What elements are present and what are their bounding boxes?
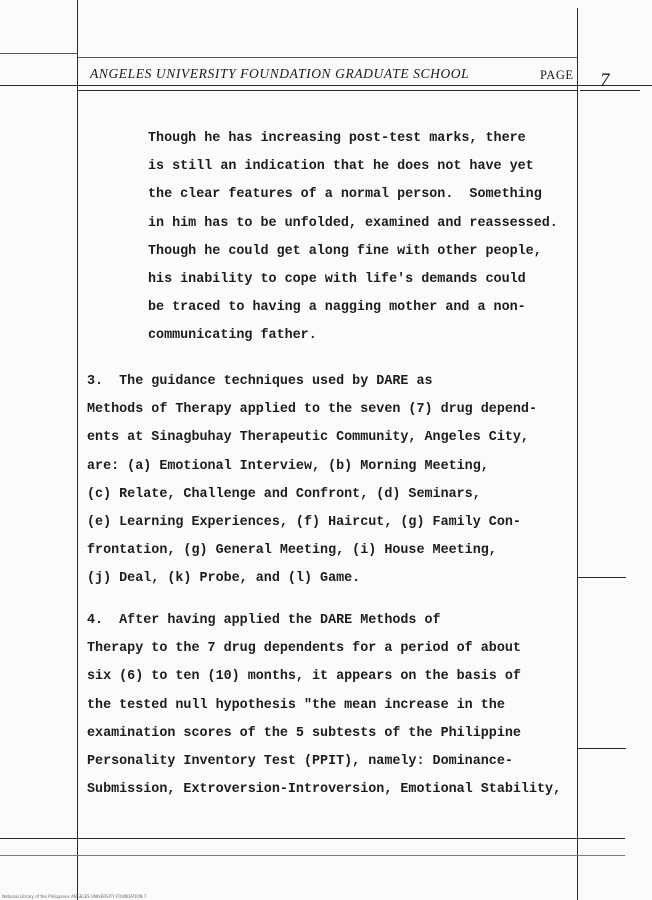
paragraph-case-summary: Though he has increasing post-test marks, there is still an indication that he does not have yet the clear features of a normal person. Something in him has to be unfolded, examined and reassessed. Though he could get along fine with other people, his inability to cope with life's demands could be traced to having a nagging mother and a non- communicating father. <box>148 131 558 344</box>
right-margin-line <box>577 8 578 900</box>
header-bottom-line-dark <box>78 90 578 91</box>
page-number-box-right-line <box>580 90 640 91</box>
header-bottom-line <box>0 85 652 86</box>
header-top-line <box>0 53 78 54</box>
footer-line-top <box>0 838 625 839</box>
page-label: PAGE <box>540 68 574 82</box>
paragraph-finding-3: 3. The guidance techniques used by DARE as Methods of Therapy applied to the seven (7) drug depend- ents at Sinagbuhay Therapeutic Community, Angeles City, are: (a) Emotional Interview, (b) Morning Meeting, (c) Relate, Challenge and Confront, (d) Seminars, (e) Learning Experiences, (f) Haircut, (g) Family Con- frontation, (g) General Meeting, (i) House Meeting, (j) Deal, (k) Probe, and (l) Game. <box>87 374 537 587</box>
left-margin-line <box>77 0 78 900</box>
right-margin-tick-2 <box>578 748 626 749</box>
paragraph-finding-4: 4. After having applied the DARE Methods of Therapy to the 7 drug dependents for a period of about six (6) to ten (10) months, it appears on the basis of the tested null hypothesis "the mean increase in the examination scores of the 5 subtests of the Philippine Personality Inventory Test (PPIT), namely: Dominance- Submission, Extroversion-Introversion, Emotional Stability, <box>87 613 562 798</box>
footer-line-bottom <box>0 855 625 856</box>
right-margin-tick-1 <box>578 577 626 578</box>
page-number: 7 <box>600 70 610 91</box>
footer-credit: National Library of the Philippines ANGELES UNIVERSITY FOUNDATION 7 <box>2 894 147 899</box>
university-header-title: ANGELES UNIVERSITY FOUNDATION GRADUATE SCHOOL <box>90 66 470 81</box>
header-top-line-right <box>78 57 578 58</box>
